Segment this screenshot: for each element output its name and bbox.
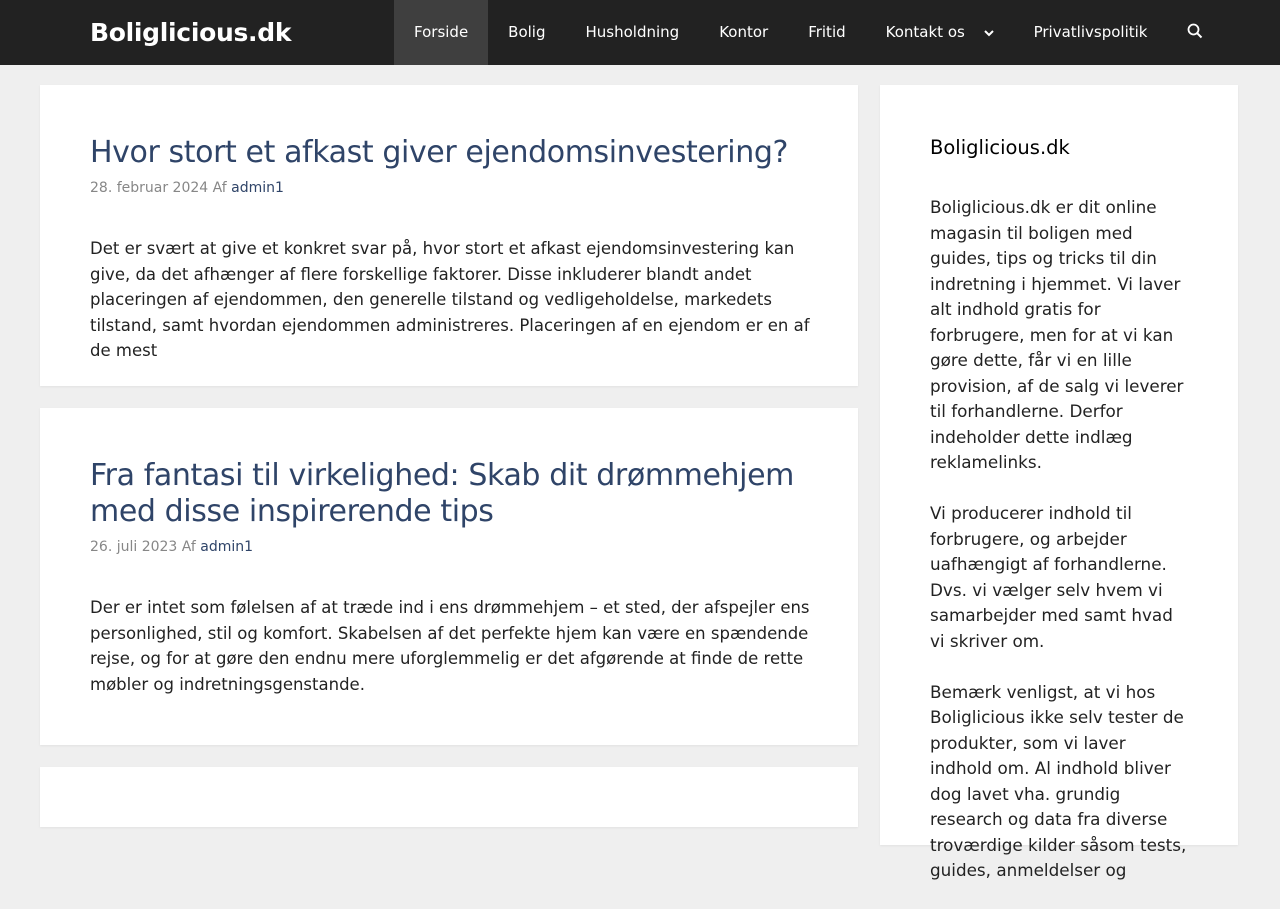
post-title-link[interactable]: Hvor stort et afkast giver ejendomsinvestering? <box>90 135 789 170</box>
widget-paragraph: Vi producerer indhold til forbrugere, og arbejder uafhængigt af forhandlerne. Dvs. vi vælger selv hvem vi samarbejder med samt hvad vi skriver om. <box>930 503 1173 651</box>
widget-title: Boliglicious.dk <box>930 136 1070 159</box>
post-title-link[interactable]: Fra fantasi til virkelighed: Skab dit drømmehjem med disse inspirerende tips <box>90 458 794 529</box>
post-excerpt: Der er intet som følelsen af at træde ind i ens drømmehjem – et sted, der afspejler ens personlighed, stil og komfort. Skabelsen af det perfekte hjem kan være en spændende rejse, og for at gøre den endnu mere uforglemmelig er det afgørende at finde de rette møbler og indretningsgenstande. <box>90 598 810 694</box>
site-header <box>0 0 1280 65</box>
post-card <box>40 767 858 827</box>
post-author-link[interactable]: admin1 <box>200 539 254 555</box>
post-byline: Af <box>212 180 227 196</box>
post-card <box>40 408 858 745</box>
nav-item-husholdning[interactable]: Husholdning <box>585 23 680 41</box>
nav-item-label: Kontakt os <box>885 23 965 41</box>
widget-text <box>930 195 1192 909</box>
nav-item-bolig[interactable]: Bolig <box>508 23 546 41</box>
sidebar-widget <box>880 85 1238 880</box>
post-card <box>40 85 858 386</box>
nav-item-kontor[interactable]: Kontor <box>719 23 769 41</box>
post-author-link[interactable]: admin1 <box>231 180 284 196</box>
nav-item-kontakt-os[interactable] <box>866 0 1014 65</box>
widget-paragraph: Bemærk venligst, at vi hos Boliglicious ikke selv tester de produkter, som vi laver indhold om. Al indhold bliver dog lavet vha. grundig research og data fra diverse troværdige kilder såsom tests, guides, anmeldelser og <box>930 681 1187 880</box>
search-button[interactable] <box>1167 0 1222 65</box>
main-nav <box>394 0 1222 65</box>
post-meta <box>90 179 810 197</box>
site-logo[interactable]: Boliglicious.dk <box>90 18 292 47</box>
nav-item-fritid[interactable]: Fritid <box>808 23 846 41</box>
widget-paragraph: Boliglicious.dk er dit online magasin til boligen med guides, tips og tricks til din indretning i hjemmet. Vi laver alt indhold gratis for forbrugere, men for at vi kan gøre dette, får vi en lille provision, af de salg vi leverer til forhandlerne. Derfor indeholder dette indlæg reklamelinks. <box>930 197 1184 472</box>
chevron-down-icon <box>984 0 994 65</box>
search-icon <box>1187 23 1203 43</box>
post-byline: Af <box>181 539 196 555</box>
post-date: 26. juli 2023 <box>90 539 178 555</box>
post-excerpt: Det er svært at give et konkret svar på, hvor stort et afkast ejendomsinvestering kan give, da det afhænger af flere forskellige faktorer. Disse inkluderer blandt andet placeringen af ejendommen, den generelle tilstand og vedligeholdelse, markedets tilstand, samt hvordan ejendommen administreres. Placeringen af en ejendom er en af de mest <box>90 239 810 360</box>
nav-item-forside[interactable]: Forside <box>394 0 488 65</box>
post-meta <box>90 538 810 556</box>
post-date: 28. februar 2024 <box>90 180 209 196</box>
nav-item-privatlivspolitik[interactable]: Privatlivspolitik <box>1033 23 1148 41</box>
